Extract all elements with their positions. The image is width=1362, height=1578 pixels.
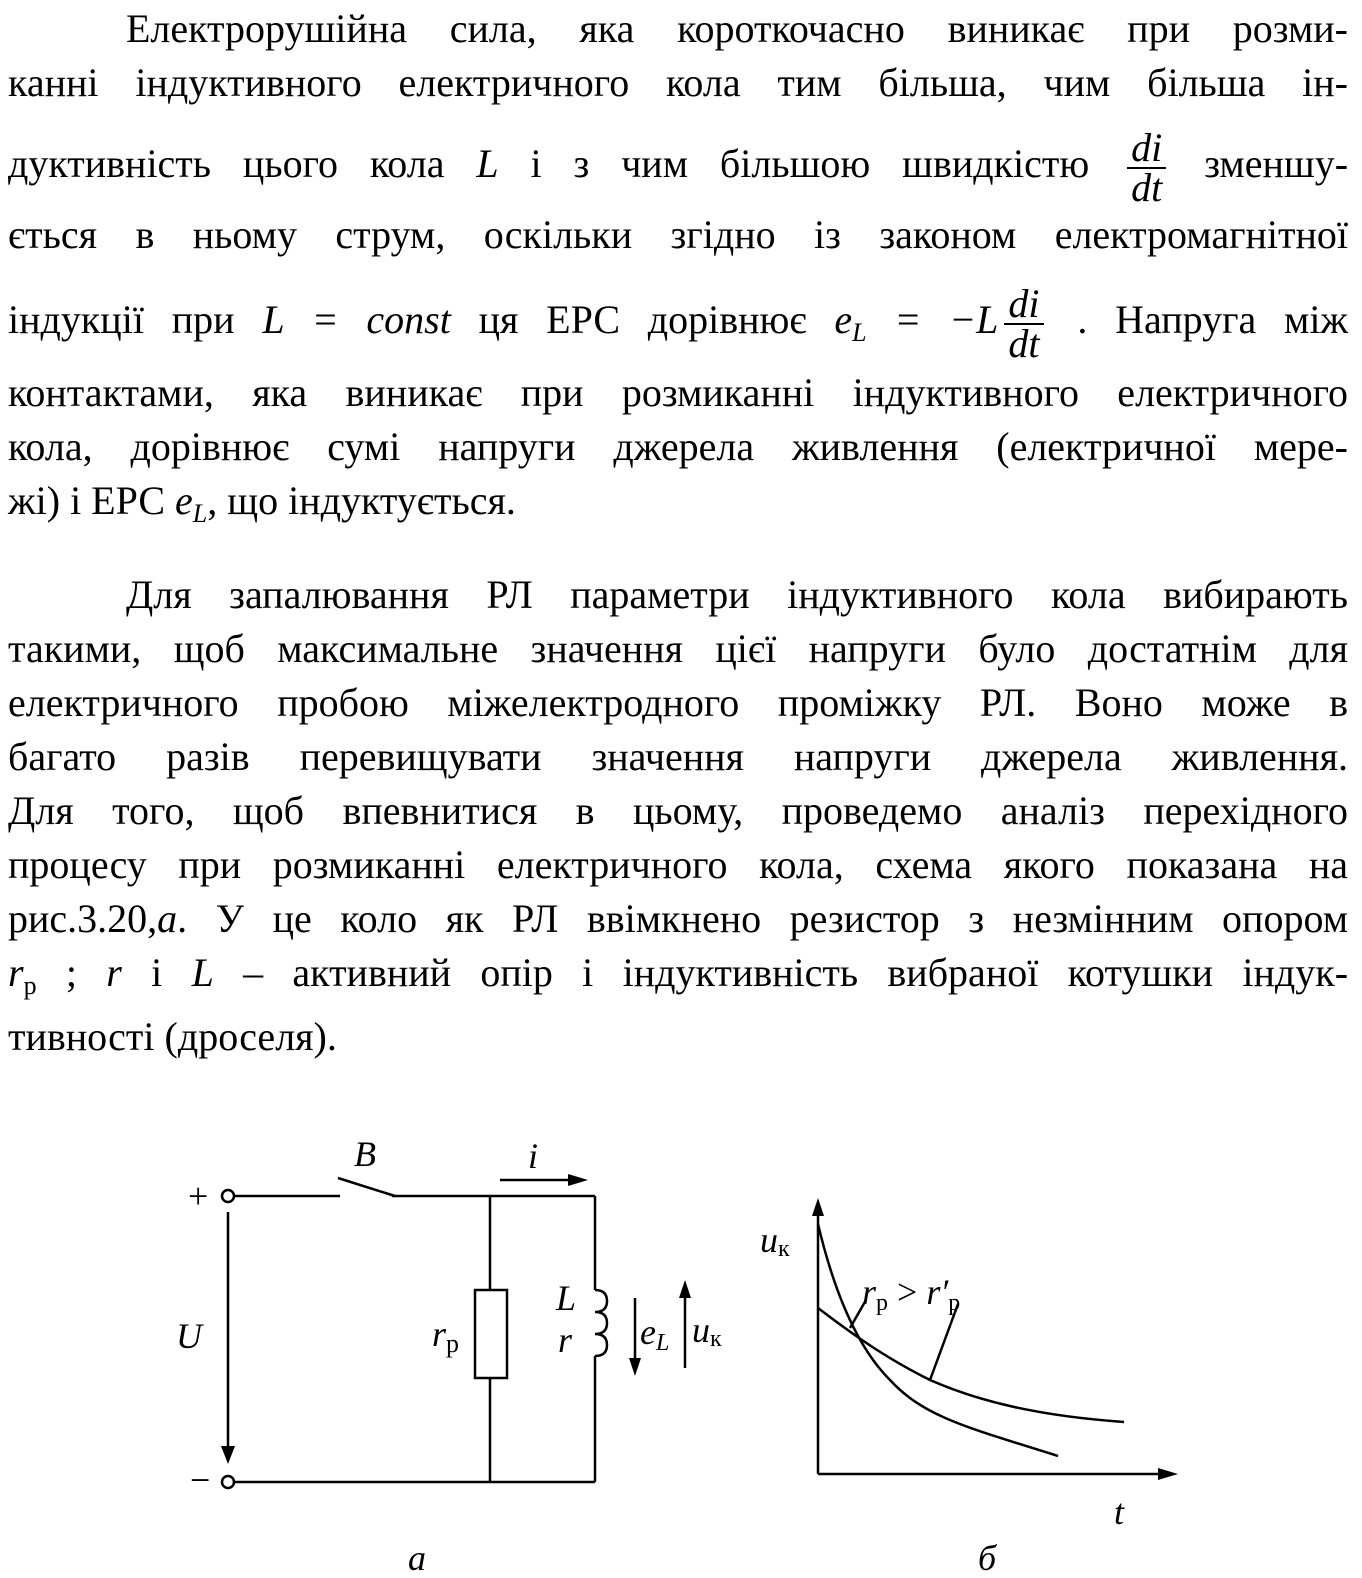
text-line xyxy=(8,946,1348,1000)
fraction-di-dt xyxy=(1004,280,1043,366)
subscript-L: L xyxy=(852,318,867,347)
inductor-coil xyxy=(595,1290,607,1356)
figure-ref-a: a xyxy=(157,896,178,941)
symbol-L: L xyxy=(476,141,499,186)
subscript-k: к xyxy=(778,1236,790,1262)
text-line xyxy=(8,892,1348,946)
symbol-eL xyxy=(175,478,208,528)
text-fragment: і з чим більшою швидкістю xyxy=(530,141,1090,186)
terminal-plus xyxy=(222,1190,234,1202)
text-fragment: жі) і ЕРС xyxy=(8,478,166,523)
caption-b: б xyxy=(978,1538,997,1578)
symbol-r: r xyxy=(106,950,122,995)
paragraph-1 xyxy=(8,2,1348,528)
arrowhead-uk xyxy=(679,1280,691,1298)
symbol-gt: > xyxy=(888,1272,927,1312)
resistor-rp xyxy=(475,1290,507,1378)
arrowhead-y xyxy=(812,1198,824,1216)
subscript-k: к xyxy=(710,1326,722,1352)
text-line-with-equation xyxy=(8,274,1348,366)
symbol-e: e xyxy=(834,297,853,342)
text-fragment: рис.3.20, xyxy=(8,896,158,941)
label-rp-comparison xyxy=(862,1272,960,1316)
label-rp xyxy=(432,1314,459,1358)
figure-a-circuit xyxy=(170,1120,790,1578)
text-line: електричного пробою міжелектродного проміжку РЛ. Воно може в xyxy=(8,680,1348,725)
text-fragment: ; xyxy=(36,950,77,995)
text-line: багато разів перевищувати значення напруги джерела живлення. xyxy=(8,734,1348,779)
text-line xyxy=(8,474,1348,528)
label-i: i xyxy=(528,1136,539,1176)
text-line: контактами, яка виникає при розмиканні індуктивного електричного xyxy=(8,370,1348,415)
label-U: U xyxy=(176,1316,202,1356)
label-plus: + xyxy=(188,1176,209,1216)
symbol-u: u xyxy=(760,1220,778,1260)
fraction-di-dt xyxy=(1127,124,1166,210)
arrowhead-U xyxy=(221,1446,235,1464)
symbol-L: L xyxy=(191,950,214,995)
text-line-with-fraction xyxy=(8,118,1348,210)
text-line: тивності (дроселя). xyxy=(8,1014,337,1059)
text-line: такими, щоб максимальне значення цієї напруги було достатнім для xyxy=(8,626,1348,671)
subscript-p: р xyxy=(876,1290,889,1316)
text-line: Для запалювання РЛ параметри індуктивного кола вибирають xyxy=(126,572,1348,617)
label-y-axis xyxy=(760,1220,790,1262)
subscript-p: р xyxy=(446,1329,460,1358)
equation-L-const: L = const xyxy=(262,297,451,342)
text-fragment: індукції при xyxy=(8,297,235,342)
text-fragment: , що індуктується. xyxy=(207,478,516,523)
symbol-u: u xyxy=(692,1310,710,1350)
subscript-p: р xyxy=(23,971,37,1000)
label-uk xyxy=(692,1310,722,1352)
curve-low-rp xyxy=(818,1308,1124,1422)
subscript-p: р xyxy=(948,1290,961,1316)
text-fragment: . У це коло як РЛ ввімкнено резистор з незмінним опором xyxy=(177,896,1348,941)
text-line: кола, дорівнює сумі напруги джерела живлення (електричної мере- xyxy=(8,424,1348,469)
label-minus: − xyxy=(190,1460,211,1500)
text-fragment: – активний опір і індуктивність вибраної котушки індук- xyxy=(243,950,1349,995)
figure-b-graph xyxy=(740,1180,1210,1578)
text-fragment: дуктивність цього кола xyxy=(8,141,445,186)
symbol-minus-L: = −L xyxy=(866,297,999,342)
symbol-e: e xyxy=(175,478,193,523)
curve-high-rp xyxy=(818,1224,1058,1456)
text-fragment: ця ЕРС дорівнює xyxy=(478,297,807,342)
text-line: Для того, щоб впевнитися в цьому, проведемо аналіз перехідного xyxy=(8,788,1348,833)
caption-a: a xyxy=(408,1538,426,1578)
text-fragment: і xyxy=(151,950,163,995)
arrowhead-x xyxy=(1158,1468,1178,1480)
text-line: Електрорушійна сила, яка короткочасно виникає при розми- xyxy=(126,6,1348,51)
symbol-r-prime: r′ xyxy=(926,1272,949,1312)
text-fragment: . Напруга між xyxy=(1077,297,1349,342)
label-eL xyxy=(640,1312,669,1356)
symbol-e: e xyxy=(640,1312,656,1352)
arrowhead-i xyxy=(568,1174,588,1186)
text-line: ється в ньому струм, оскільки згідно із законом електромагнітної xyxy=(8,212,1348,257)
label-r: r xyxy=(558,1320,573,1360)
label-L: L xyxy=(556,1278,577,1318)
text-line: канні індуктивного електричного кола тим більша, чим більша ін- xyxy=(8,60,1348,105)
fraction-denominator: dt xyxy=(1131,164,1163,210)
text-line: процесу при розмиканні електричного кола, схема якого показана на xyxy=(8,842,1348,887)
fraction-denominator: dt xyxy=(1008,320,1040,366)
symbol-r: r xyxy=(8,950,24,995)
subscript-L: L xyxy=(655,1330,670,1356)
symbol-rp xyxy=(8,950,37,1000)
terminal-minus xyxy=(222,1476,234,1488)
arrowhead-eL xyxy=(629,1358,641,1376)
text-fragment: зменшу- xyxy=(1204,141,1349,186)
symbol-r: r xyxy=(432,1314,447,1354)
fraction-numerator: di xyxy=(1004,285,1043,325)
label-B: B xyxy=(354,1134,376,1174)
fraction-numerator: di xyxy=(1127,129,1166,169)
symbol-r: r xyxy=(862,1272,877,1312)
subscript-L: L xyxy=(192,499,208,528)
label-x-axis: t xyxy=(1114,1492,1125,1532)
equation-emf xyxy=(834,280,1049,366)
paragraph-2 xyxy=(8,568,1348,1064)
switch-blade xyxy=(338,1178,395,1196)
